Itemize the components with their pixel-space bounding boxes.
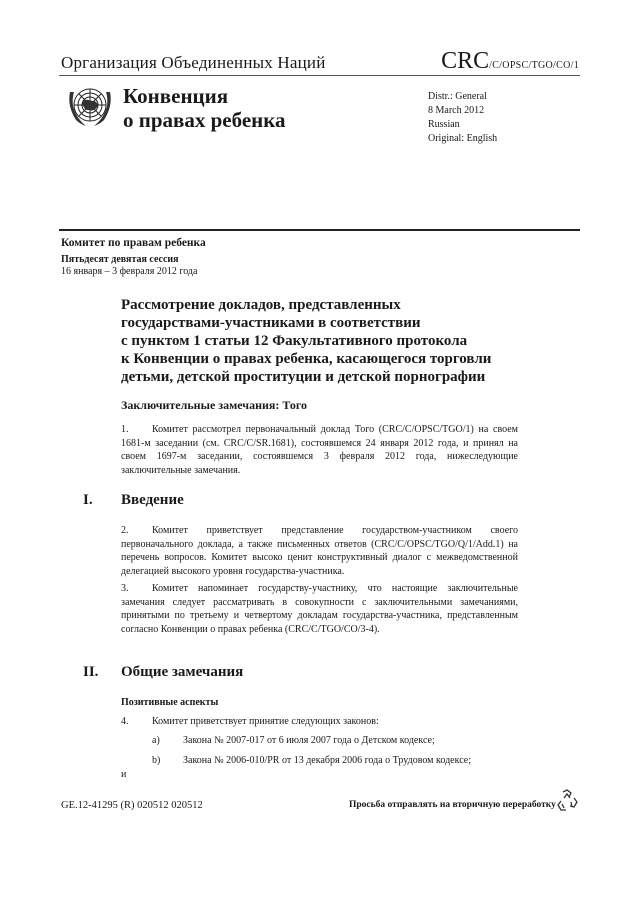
document-subtitle: Заключительные замечания: Того (121, 398, 308, 412)
paragraph-3 (121, 582, 518, 636)
title-line: с пунктом 1 статьи 12 Факультативного протокола (121, 333, 468, 349)
paragraph-4 (121, 716, 379, 727)
original-language: Original: English (428, 133, 498, 144)
un-emblem-icon (64, 80, 116, 132)
convention-title (123, 84, 286, 132)
convention-line-2: о правах ребенка (123, 108, 286, 132)
distribution: Distr.: General (428, 91, 487, 102)
session-dates: 16 января – 3 февраля 2012 года (61, 266, 198, 277)
list-item-text: Закона № 2006-010/PR от 13 декабря 2006 года о Трудовом кодексе; (183, 755, 471, 766)
title-line: государствами-участниками в соответствии (121, 315, 421, 331)
symbol-main: CRC (441, 48, 490, 74)
document-symbol (441, 48, 579, 75)
list-item-text: Закона № 2007-017 от 6 июля 2007 года о Детском кодексе; (183, 735, 435, 746)
paragraph-text: Комитет приветствует принятие следующих законов: (152, 716, 379, 727)
language: Russian (428, 119, 460, 130)
distribution-block (428, 90, 497, 146)
paragraph-2 (121, 524, 518, 578)
continuation-text: и (121, 769, 127, 780)
committee-name: Комитет по правам ребенка (61, 237, 206, 249)
list-item-label: a) (152, 735, 160, 746)
title-line: к Конвенции о правах ребенка, касающегося торговли (121, 351, 492, 367)
list-item (152, 735, 435, 746)
organization-name: Организация Объединенных Наций (61, 53, 326, 72)
paragraph-number: 4. (121, 716, 129, 727)
paragraph-number: 2. (121, 525, 129, 536)
paragraph-1 (121, 423, 518, 477)
list-item (152, 755, 471, 766)
title-line: Рассмотрение докладов, представленных (121, 297, 401, 313)
section-number: I. (83, 492, 93, 508)
positive-aspects-heading: Позитивные аспекты (121, 697, 219, 708)
paragraph-number: 3. (121, 583, 129, 594)
section-title: Введение (121, 492, 184, 508)
issue-date: 8 March 2012 (428, 105, 485, 116)
title-line: детьми, детской проституции и детской порнографии (121, 369, 486, 385)
symbol-suffix: /C/OPSC/TGO/CO/1 (489, 60, 579, 71)
header-bottom-rule (59, 229, 580, 231)
paragraph-text: Комитет напоминает государству-участнику, что настоящие заключительные замечания следует рассматривать в совокупности с заключительными замечаниями, принятыми по третьему и четвертому докладам государства-участника, представленным согласно Конвенции о правах ребенка (CRC/C/TGO/CO/3-4). (121, 583, 518, 635)
recycle-notice: Просьба отправлять на вторичную переработку (349, 800, 556, 810)
section-number: II. (83, 664, 99, 680)
paragraph-text: Комитет приветствует представление государством-участником своего первоначального доклада, а также письменных ответов (CRC/C/OPSC/TGO/Q/1/Add.1) на перечень вопросов. Комитет высоко ценит конструктивный диалог с межведомственной делегацией высокого уровня государства-участника. (121, 525, 518, 577)
recycle-icon (554, 788, 580, 814)
paragraph-text: Комитет рассмотрел первоначальный доклад Того (CRC/C/OPSC/TGO/1) на своем 1681-м заседании (см. CRC/C/SR.1681), состоявшемся 24 января 2012 года, и принял на своем 1697-м заседании, состоявшемся 3 февраля 2012 года, нижеследующие заключительные замечания. (121, 424, 518, 476)
document-code: GE.12-41295 (R) 020512 020512 (61, 800, 203, 811)
paragraph-number: 1. (121, 424, 129, 435)
section-title: Общие замечания (121, 664, 244, 680)
convention-line-1: Конвенция (123, 84, 229, 108)
document-title (121, 296, 561, 386)
header-rule (59, 75, 580, 76)
session-name: Пятьдесят девятая сессия (61, 254, 179, 265)
list-item-label: b) (152, 755, 161, 766)
